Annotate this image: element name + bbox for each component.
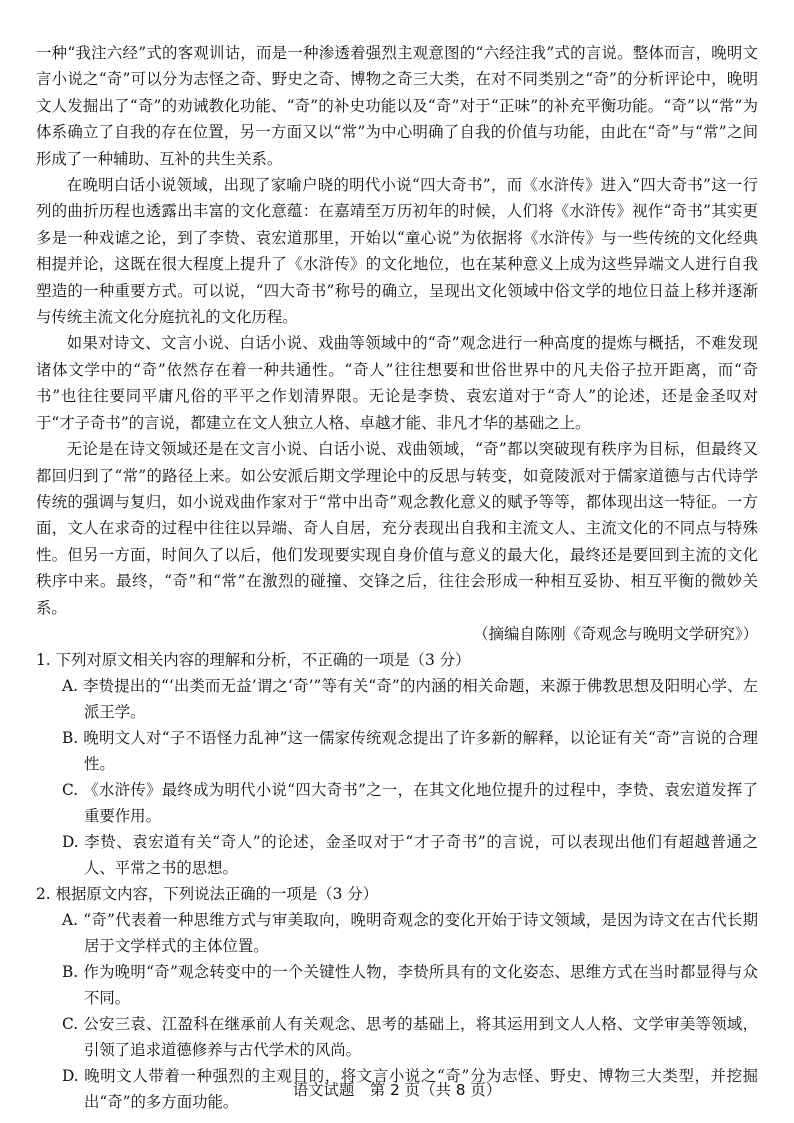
page-footer: 语文试题 第 2 页（共 8 页） bbox=[292, 1081, 502, 1099]
passage-paragraph-2: 在晚明白话小说领域，出现了家喻户晓的明代小说“四大奇书”，而《水浒传》进入“四大奇书”这一行列的曲折历程也透露出丰富的文化意蕴：在嘉靖至万历初年的时候，人们将《水浒传》视作“奇书”其实更多是一种戏谑之论，到了李贽、袁宏道那里，开始以“童心说”为依据将《水浒传》与一些传统的文化经典相提并论，这既在很大程度上提升了《水浒传》的文化地位，也在某种意义上成为这些异端文人进行自我塑造的一种重要方式。可以说，“四大奇书”称号的确立，呈现出文化领域中俗文学的地位日益上移并逐渐与传统主流文化分庭抗礼的文化历程。 bbox=[36, 176, 758, 327]
question-1-stem: 1. 下列对原文相关内容的理解和分析，不正确的一项是（3 分） bbox=[36, 650, 471, 669]
question-1-option-b: B. 晚明文人对“子不语怪力乱神”这一儒家传统观念提出了许多新的解释，以论证有关“奇”言说的合理性。 bbox=[62, 728, 758, 773]
question-1-option-d: D. 李贽、袁宏道有关“奇人”的论述，金圣叹对于“才子奇书”的言说，可以表现出他们有超越普通之人、平常之书的思想。 bbox=[62, 832, 758, 877]
passage-paragraph-3: 如果对诗文、文言小说、白话小说、戏曲等领域中的“奇”观念进行一种高度的提炼与概括，不难发现诸体文学中的“奇”依然存在着一种共通性。“奇人”往往想要和世俗世界中的凡夫俗子拉开距离，而“奇书”也往往要同平庸凡俗的平平之作划清界限。无论是李贽、袁宏道对于“奇人”的论述，还是金圣叹对于“才子奇书”的言说，都建立在文人独立人格、卓越才能、非凡才华的基础之上。 bbox=[36, 334, 758, 432]
passage-paragraph-4: 无论是在诗文领域还是在文言小说、白话小说、戏曲领域，“奇”都以突破现有秩序为目标，但最终又都回归到了“常”的路径上来。如公安派后期文学理论中的反思与转变，如竟陵派对于儒家道德与古代诗学传统的强调与复归，如小说戏曲作家对于“常中出奇”观念教化意义的赋予等等，都体现出这一特征。一方面，文人在求奇的过程中往往以异端、奇人自居，充分表现出自我和主流文人、主流文化的不同点与特殊性。但另一方面，时间久了以后，他们发现要实现自身价值与意义的最大化，最终还是要回到主流的文化秩序中来。最终，“奇”和“常”在激烈的碰撞、交锋之后，往往会形成一种相互妥协、相互平衡的微妙关系。 bbox=[36, 440, 758, 617]
passage-paragraph-1: 一种“我注六经”式的客观训诂，而是一种渗透着强烈主观意图的“六经注我”式的言说。整体而言，晚明文言小说之“奇”可以分为志怪之奇、野史之奇、博物之奇三大类，在对不同类别之“奇”的分析评论中，晚明文人发掘出了“奇”的劝诫教化功能、“奇”的补史功能以及“奇”对于“正味”的补充平衡功能。“奇”以“常”为体系确立了自我的存在位置，另一方面又以“常”为中心明确了自我的价值与功能，由此在“奇”与“常”之间形成了一种辅助、互补的共生关系。 bbox=[36, 44, 758, 168]
question-2-option-c: C. 公安三袁、江盈科在继承前人有关观念、思考的基础上，将其运用到文人人格、文学审美等领域，引领了追求道德修养与古代学术的风尚。 bbox=[62, 1014, 758, 1059]
question-2-option-b: B. 作为晚明“奇”观念转变中的一个关键性人物，李贽所具有的文化姿态、思维方式在当时都显得与众不同。 bbox=[62, 962, 758, 1007]
question-2-option-a: A. “奇”代表着一种思维方式与审美取向，晚明奇观念的变化开始于诗文领域，是因为诗文在古代长期居于文学样式的主体位置。 bbox=[62, 910, 758, 955]
question-1-option-a: A. 李贽提出的“‘出类而无益’谓之‘奇’”等有关“奇”的内涵的相关命题，来源于佛教思想及阳明心学、左派王学。 bbox=[62, 676, 758, 721]
question-1 bbox=[36, 647, 758, 881]
question-2-option-d: D. 晚明文人带着一种强烈的主观目的，将文言小说之“奇”分为志怪、野史、博物三大类型，并挖掘出“奇”的多方面功能。 bbox=[62, 1066, 758, 1111]
question-1-option-c: C. 《水浒传》最终成为明代小说“四大奇书”之一，在其文化地位提升的过程中，李贽、袁宏道发挥了重要作用。 bbox=[62, 780, 758, 825]
passage-source: （摘编自陈刚《奇观念与晚明文学研究》） bbox=[473, 624, 758, 643]
exam-page bbox=[36, 40, 758, 1115]
reading-passage bbox=[36, 40, 758, 647]
question-2-stem: 2. 根据原文内容，下列说法正确的一项是（3 分） bbox=[36, 884, 379, 903]
